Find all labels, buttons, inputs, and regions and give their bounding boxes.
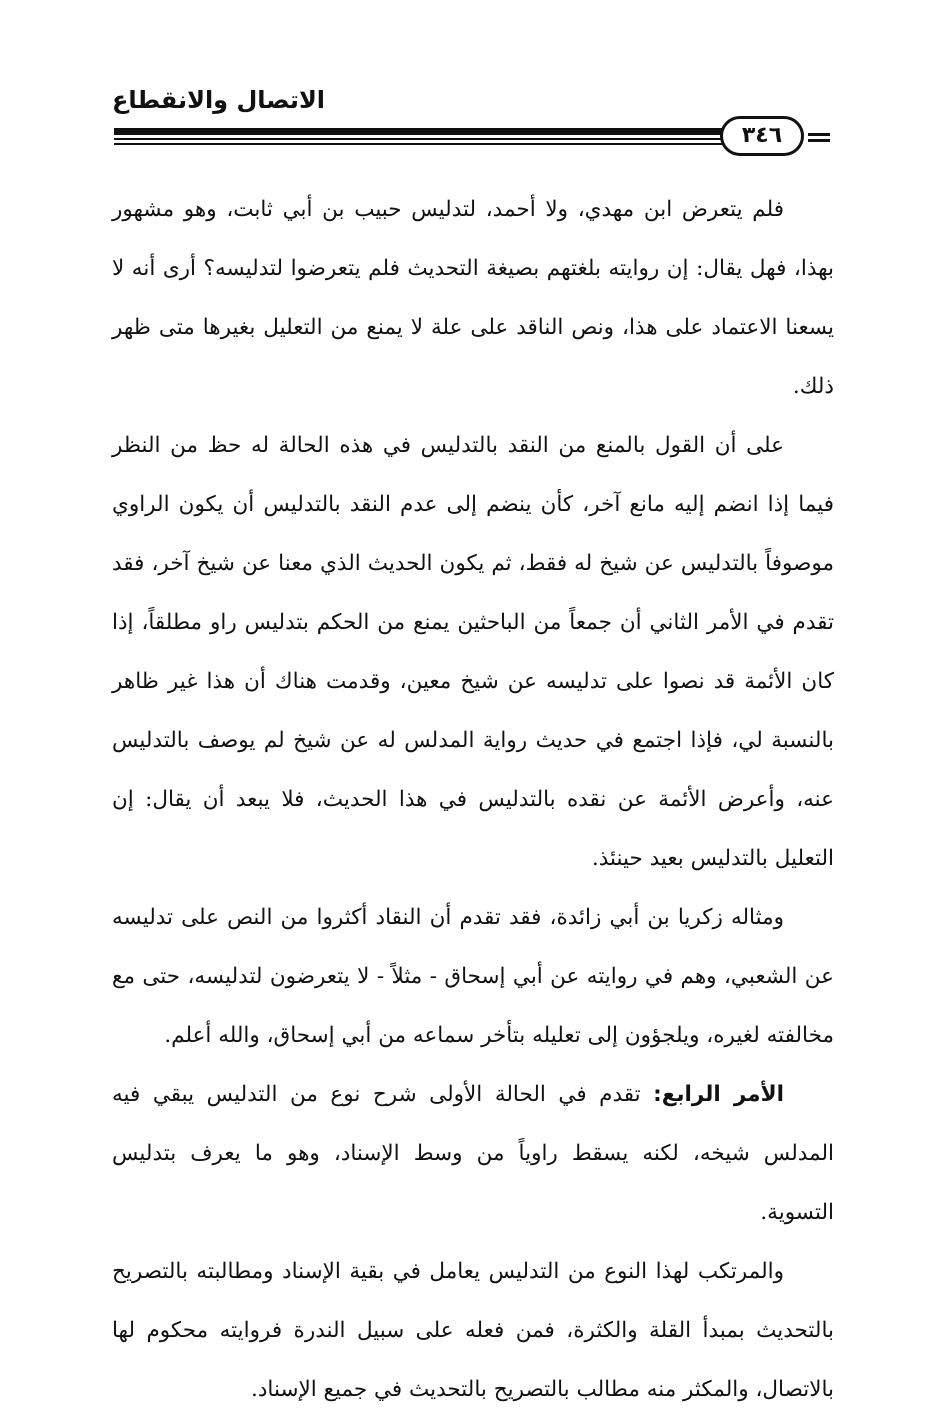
paragraph-4-lead: الأمر الرابع:	[653, 1082, 784, 1107]
body-text	[112, 180, 834, 1419]
header-rule-right	[808, 133, 830, 143]
running-header-title: الاتصال والانقطاع	[112, 86, 326, 114]
paragraph-2: على أن القول بالمنع من النقد بالتدليس في هذه الحالة له حظ من النظر فيما إذا انضم إليه مانع آخر، كأن ينضم إلى عدم النقد بالتدليس أن يكون الراوي موصوفاً بالتدليس عن شيخ له فقط، ثم يكون الحديث الذي معنا عن شيخ آخر، فقد تقدم في الأمر الثاني أن جمعاً من الباحثين يمنع من الحكم بتدليس راو مطلقاً، إذا كان الأئمة قد نصوا على تدليسه عن شيخ معين، وقدمت هناك أن هذا غير ظاهر بالنسبة لي، فإذا اجتمع في حديث رواية المدلس له عن شيخ لم يوصف بالتدليس عنه، وأعرض الأئمة عن نقده بالتدليس في هذا الحديث، فلا يبعد أن يقال: إن التعليل بالتدليس بعيد حينئذ.	[112, 433, 835, 871]
page-number-badge: ٣٤٦	[720, 116, 804, 156]
paragraph-5: والمرتكب لهذا النوع من التدليس يعامل في بقية الإسناد ومطالبته بالتصريح بالتحديث بمبدأ القلة والكثرة، فمن فعله على سبيل الندرة فروايته محكوم لها بالاتصال، والمكثر منه مطالب بالتصريح بالتحديث في جميع الإسناد.	[112, 1259, 834, 1402]
header-rule	[114, 128, 722, 148]
paragraph-3: ومثاله زكريا بن أبي زائدة، فقد تقدم أن النقاد أكثروا من النص على تدليسه عن الشعبي، وهم في روايته عن أبي إسحاق - مثلاً - لا يتعرضون لتدليسه، حتى مع مخالفته لغيره، ويلجؤون إلى تعليله بتأخر سماعه من أبي إسحاق، والله أعلم.	[112, 905, 834, 1048]
paragraph-1: فلم يتعرض ابن مهدي، ولا أحمد، لتدليس حبيب بن أبي ثابت، وهو مشهور بهذا، فهل يقال: إن روايته بلغتهم بصيغة التحديث فلم يتعرضوا لتدليسه؟ أرى أنه لا يسعنا الاعتماد على هذا، ونص الناقد على علة لا يمنع من التعليل بغيرها متى ظهر ذلك.	[112, 197, 834, 399]
paragraph-4-text: تقدم في الحالة الأولى شرح نوع من التدليس يبقي فيه المدلس شيخه، لكنه يسقط راوياً من وسط الإسناد، وهو ما يعرف بتدليس التسوية.	[112, 1082, 834, 1225]
paragraph-4	[112, 1065, 834, 1242]
